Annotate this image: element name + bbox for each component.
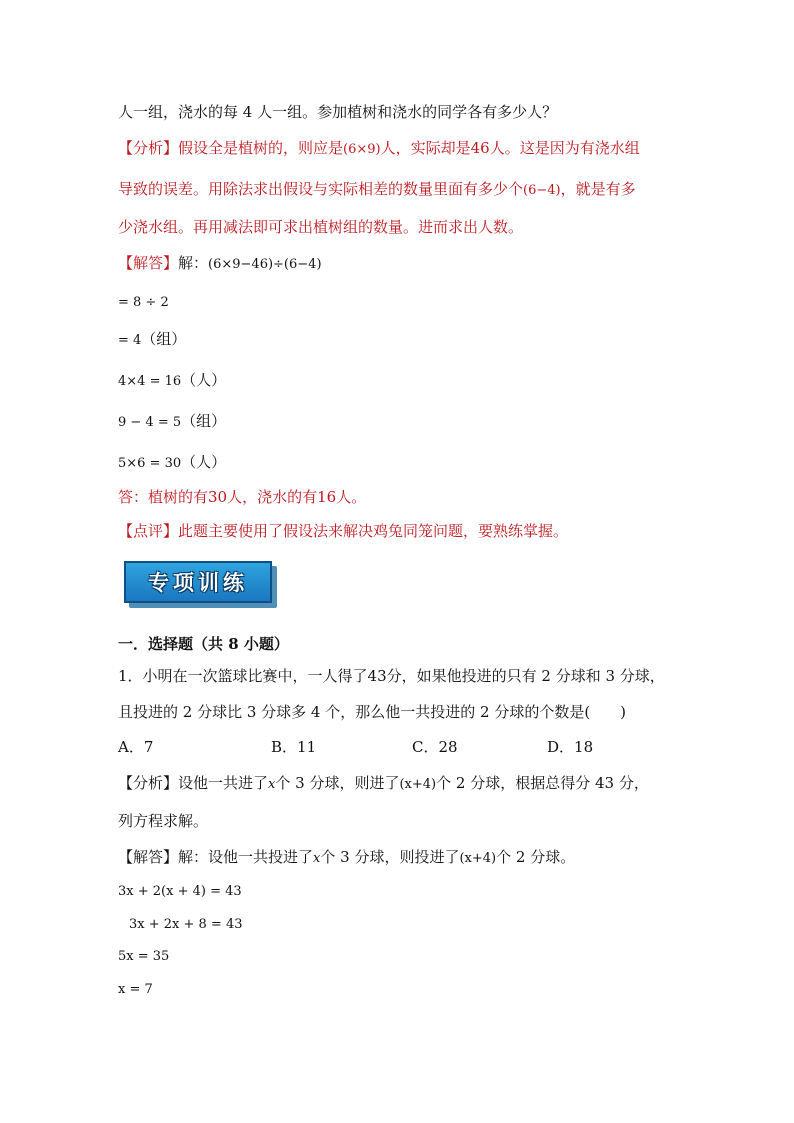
- analysis-number: 46: [470, 139, 490, 157]
- option-c[interactable]: C．28: [412, 738, 458, 756]
- equation-1: 3x + 2(x + 4) = 43: [118, 884, 242, 899]
- step-unit: （组）: [181, 412, 227, 430]
- equation-2: 3x + 2x + 8 = 43: [129, 917, 243, 932]
- variable-x: x: [268, 777, 276, 792]
- solution-expression: (6×9−46)÷(6−4): [208, 257, 322, 272]
- section-heading: 一．选择题（共 8 小题）: [118, 635, 289, 653]
- analysis-text: 假设全是植树的，则应是: [178, 139, 344, 157]
- analysis2-text: 个 3 分球，则进了: [275, 774, 400, 792]
- solution2-tag: 【解答】: [118, 848, 179, 866]
- solution-head: 解：: [178, 254, 209, 272]
- answer-text: 人。: [336, 488, 367, 506]
- comment-tag: 【点评】: [118, 522, 179, 540]
- step-unit: （组）: [141, 330, 187, 348]
- answer-number: 16: [317, 488, 337, 506]
- analysis-line-2: [118, 179, 636, 201]
- equation-3: 5x = 35: [118, 949, 170, 964]
- answer-text: 人，浇水的有: [227, 488, 318, 506]
- solution2-line: [118, 847, 575, 869]
- option-d[interactable]: D．18: [547, 738, 594, 756]
- analysis-text: 人。这是因为有浇水组: [489, 139, 640, 157]
- analysis-text: 人，实际却是: [380, 139, 471, 157]
- solution-step: [118, 411, 226, 433]
- analysis2-tag: 【分析】: [118, 774, 179, 792]
- solution-tag: 【解答】: [118, 254, 179, 272]
- answer-line: [118, 487, 366, 507]
- analysis-line-3: 少浇水组。再用减法即可求出植树组的数量。进而求出人数。: [118, 218, 524, 236]
- analysis-text: ，就是有多: [560, 180, 636, 198]
- analysis2-line-1: [118, 773, 649, 795]
- step-math: 5×6 = 30: [118, 456, 182, 471]
- banner-title: 专项训练: [148, 570, 248, 595]
- question-line-1: 1．小明在一次篮球比赛中，一人得了43分，如果他投进的只有 2 分球和 3 分球，: [118, 667, 665, 685]
- solution-step: [118, 452, 226, 474]
- question-tail: 人一组，浇水的每 4 人一组。参加植树和浇水的同学各有多少人？: [118, 103, 558, 121]
- comment-line: [118, 521, 568, 541]
- solution-step: [118, 370, 226, 392]
- solution-line: [118, 253, 322, 275]
- answer-number: 30: [208, 488, 228, 506]
- analysis-math: (6−4): [523, 183, 561, 198]
- step-math: 9 − 4 = 5: [118, 415, 182, 430]
- option-a[interactable]: A．7: [118, 738, 154, 756]
- step-math: 4×4 = 16: [118, 374, 182, 389]
- banner-box: [124, 561, 272, 603]
- solution2-text: 个 2 分球。: [496, 848, 576, 866]
- step-unit: （人）: [181, 371, 227, 389]
- step-unit: （人）: [181, 453, 227, 471]
- options-row: [118, 737, 593, 757]
- solution2-text: 解：设他一共投进了: [178, 848, 314, 866]
- solution-step: [118, 329, 186, 351]
- analysis-text: 导致的误差。用除法求出假设与实际相差的数量里面有多少个: [118, 180, 524, 198]
- analysis2-text: 设他一共进了: [178, 774, 269, 792]
- solution2-text: 个 3 分球，则投进了: [320, 848, 460, 866]
- solution-step: [118, 291, 169, 313]
- analysis-line-1: [118, 138, 640, 160]
- answer-text: 答：植树的有: [118, 488, 209, 506]
- option-b[interactable]: B．11: [271, 738, 317, 756]
- analysis-tag: 【分析】: [118, 139, 179, 157]
- analysis2-text: 个 2 分球，根据总得分 43 分，: [436, 774, 649, 792]
- equation-4: x = 7: [118, 982, 153, 997]
- analysis-math: (6×9): [343, 142, 381, 157]
- step-math: = 8 ÷ 2: [118, 295, 169, 310]
- analysis2-math: (x+4): [399, 777, 437, 792]
- step-math: = 4: [118, 333, 142, 348]
- section-banner: [124, 561, 282, 611]
- variable-x: x: [313, 851, 321, 866]
- question-line-2: 且投进的 2 分球比 3 分球多 4 个，那么他一共投进的 2 分球的个数是( ): [118, 703, 627, 721]
- comment-text: 此题主要使用了假设法来解决鸡兔同笼问题，要熟练掌握。: [178, 522, 569, 540]
- solution2-math: (x+4): [459, 851, 497, 866]
- analysis2-line-2: 列方程求解。: [118, 812, 209, 830]
